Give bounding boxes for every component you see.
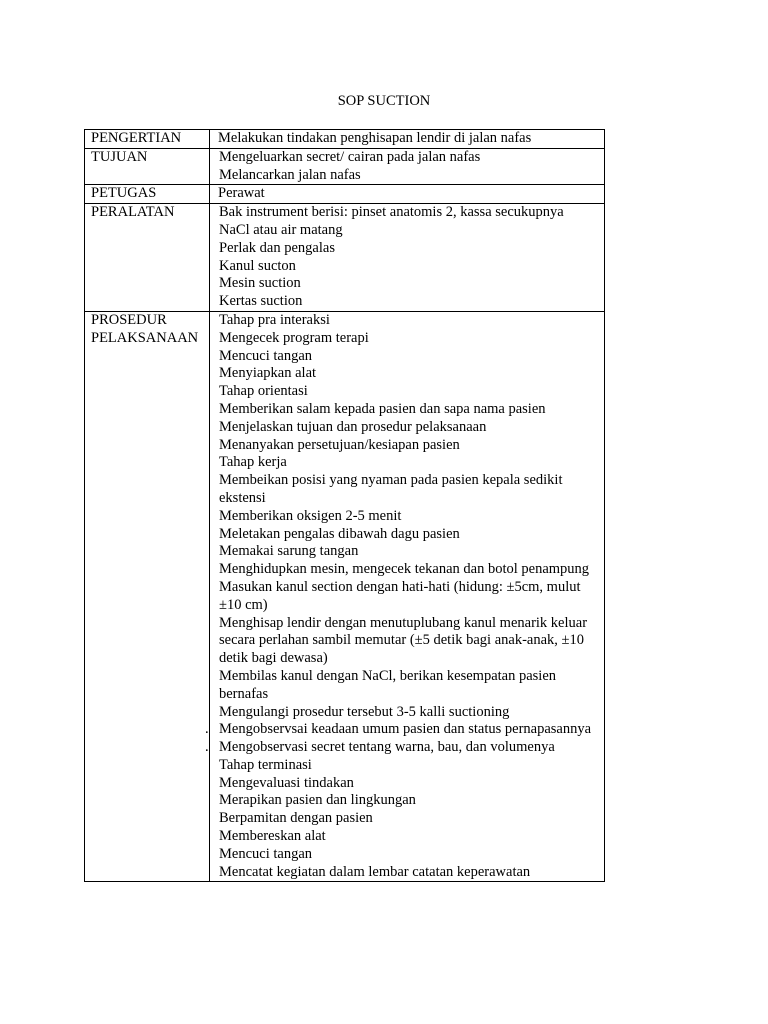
content-line: Membeikan posisi yang nyaman pada pasien kepala sedikit ekstensi — [219, 472, 563, 506]
content-line: Mengeluarkan secret/ cairan pada jalan nafas — [219, 148, 481, 165]
table-row — [85, 148, 605, 185]
content-line: . Mengobservsai keadaan umum pasien dan status pernapasannya — [218, 721, 598, 739]
content-line: Melakukan tindakan penghisapan lendir di jalan nafas — [218, 130, 532, 146]
content-line: Mencuci tangan — [219, 347, 313, 364]
content-line: Membilas kanul dengan NaCl, berikan kesempatan pasien bernafas — [219, 667, 557, 702]
document-title: SOP SUCTION — [337, 93, 431, 109]
row-content — [210, 311, 605, 882]
content-line: . Mengobservasi secret tentang warna, bau, dan volumenya — [218, 739, 598, 757]
row-label — [85, 185, 210, 204]
content-line: Mesin suction — [219, 275, 301, 292]
content-line: Mencatat kegiatan dalam lembar catatan keperawatan — [219, 863, 531, 880]
row-content — [210, 204, 605, 312]
content-line: Tahap kerja — [219, 454, 287, 471]
content-line: Melancarkan jalan nafas — [219, 166, 361, 183]
content-line: Meletakan pengalas dibawah dagu pasien — [219, 525, 460, 542]
content-line: NaCl atau air matang — [219, 221, 343, 238]
row-content — [210, 130, 605, 149]
row-label — [85, 204, 210, 312]
content-line: Mengevaluasi tindakan — [219, 774, 354, 791]
row-content — [210, 185, 605, 204]
content-line: Memberikan salam kepada pasien dan sapa nama pasien — [219, 400, 546, 417]
content-line: Mengecek program terapi — [219, 329, 369, 346]
content-line: Masukan kanul section dengan hati-hati (hidung: ±5cm, mulut ±10 cm) — [219, 578, 581, 613]
row-label — [85, 130, 210, 149]
content-line: Kertas suction — [219, 293, 303, 310]
table-row — [85, 311, 605, 882]
content-line: Memberikan oksigen 2-5 menit — [219, 507, 402, 524]
content-line: Menanyakan persetujuan/kesiapan pasien — [219, 436, 460, 453]
content-line: Perawat — [218, 185, 265, 202]
content-line: Bak instrument berisi: pinset anatomis 2, kassa secukupnya — [219, 204, 564, 221]
content-line: Menyiapkan alat — [219, 365, 317, 382]
content-line: Membereskan alat — [219, 828, 326, 845]
content-line: Menghidupkan mesin, mengecek tekanan dan botol penampung — [219, 561, 590, 578]
row-content — [210, 148, 605, 185]
table-row — [85, 185, 605, 204]
content-line: Merapikan pasien dan lingkungan — [219, 792, 416, 809]
sop-table — [84, 129, 605, 882]
content-line: Perlak dan pengalas — [219, 239, 335, 256]
content-line: Memakai sarung tangan — [219, 543, 359, 560]
row-label-text: PERALATAN — [91, 204, 175, 221]
table-row — [85, 130, 605, 149]
row-label-text: TUJUAN — [91, 148, 148, 165]
content-line: Tahap pra interaksi — [219, 311, 330, 328]
row-label-text: PROSEDUR — [91, 311, 167, 328]
row-label-text: PELAKSANAAN — [91, 329, 199, 346]
row-label — [85, 311, 210, 882]
row-label-text: PETUGAS — [91, 185, 157, 202]
content-line: Tahap terminasi — [219, 756, 312, 773]
content-line: Mengulangi prosedur tersebut 3-5 kalli suctioning — [219, 703, 510, 720]
content-line: Berpamitan dengan pasien — [219, 810, 373, 827]
table-row — [85, 204, 605, 312]
content-line: Tahap orientasi — [219, 383, 308, 400]
content-line: Kanul sucton — [219, 257, 296, 274]
row-label-text: PENGERTIAN — [91, 130, 182, 146]
row-label — [85, 148, 210, 185]
content-line: Mencuci tangan — [219, 845, 313, 862]
content-line: Menjelaskan tujuan dan prosedur pelaksanaan — [219, 418, 487, 435]
content-line: Menghisap lendir dengan menutuplubang kanul menarik keluar secara perlahan sambil memutar (±5 detik bagi anak-anak, ±10 detik bagi dewasa) — [219, 614, 588, 667]
